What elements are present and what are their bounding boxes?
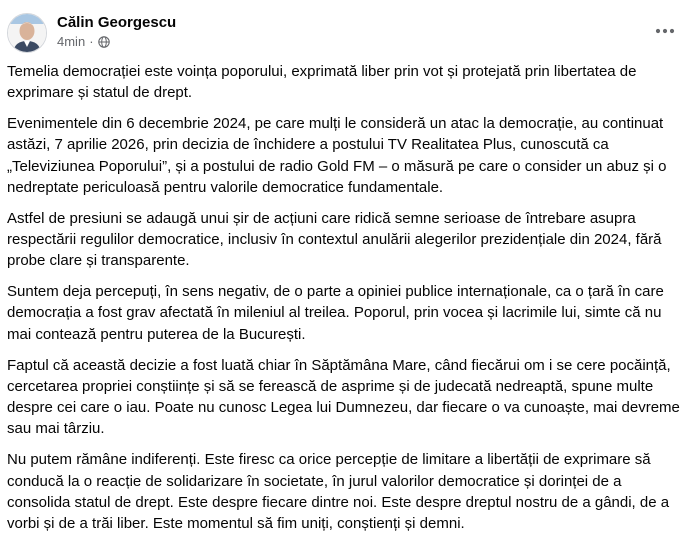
post-paragraph: Suntem deja percepuți, în sens negativ, de o parte a opiniei publice internaționale, ca o țară în care democrația a fost grav afectată în mileniul al treilea. Poporul, prin vocea și lacrimile lui, simte că nu mai contează pentru puterea de la București.	[7, 283, 664, 343]
author-name[interactable]: Călin Georgescu	[57, 14, 177, 31]
globe-icon[interactable]	[98, 36, 110, 48]
post-meta	[57, 34, 110, 50]
post-timestamp[interactable]: 4min	[57, 34, 86, 49]
post-paragraph: Nu putem rămâne indiferenți. Este firesc ca orice percepție de limitare a libertății de exprimare să conducă la o reacție de solidarizare în societate, în jurul valorilor democratice și dorinței de a consolida statul de drept. Este despre fiecare dintre noi. Este despre dreptul nostru de a gândi, de a vorbi și de a trăi liber. Este momentul să fim uniți, conștienți și demni.	[7, 451, 670, 533]
post-paragraph: Astfel de presiuni se adaugă unui șir de acțiuni care ridică semne serioase de întrebare asupra respectării regulilor democratice, inclusiv în contextul anulării alegerilor prezidențiale din 2024, fără probe clare și transparente.	[7, 209, 662, 270]
author-avatar[interactable]	[7, 13, 47, 53]
post-header	[0, 0, 693, 60]
post-paragraph: Faptul că această decizie a fost luată chiar în Săptămâna Mare, când fiecărui om i se cere pocăință, cercetarea propriei conștiințe și să se ferească de asprime și de judecată nedreaptă, spune multe despre cei care o iau. Poate nu cunosc Legea lui Dumnezeu, dar fiecare o va cunoaște, mai devreme sau mai târziu.	[7, 356, 680, 438]
more-options-icon	[655, 28, 675, 34]
more-options-button[interactable]	[648, 16, 682, 46]
avatar-image	[8, 14, 46, 52]
post-text	[7, 61, 685, 544]
meta-separator: ·	[89, 34, 94, 49]
post-paragraph: Temelia democrației este voința poporului, exprimată liber prin vot și protejată prin libertatea de exprimare și statul de drept.	[7, 63, 637, 102]
post-paragraph: Evenimentele din 6 decembrie 2024, pe care mulți le consideră un atac la democrație, au continuat astăzi, 7 aprilie 2026, prin decizia de închidere a postului TV Realitatea Plus, cunoscută ca „Televiziunea Poporului”, și a postului de radio Gold FM – o măsură pe care o consider un abuz și o nedreptate periculoasă pentru valorile democratice fundamentale.	[7, 115, 667, 196]
